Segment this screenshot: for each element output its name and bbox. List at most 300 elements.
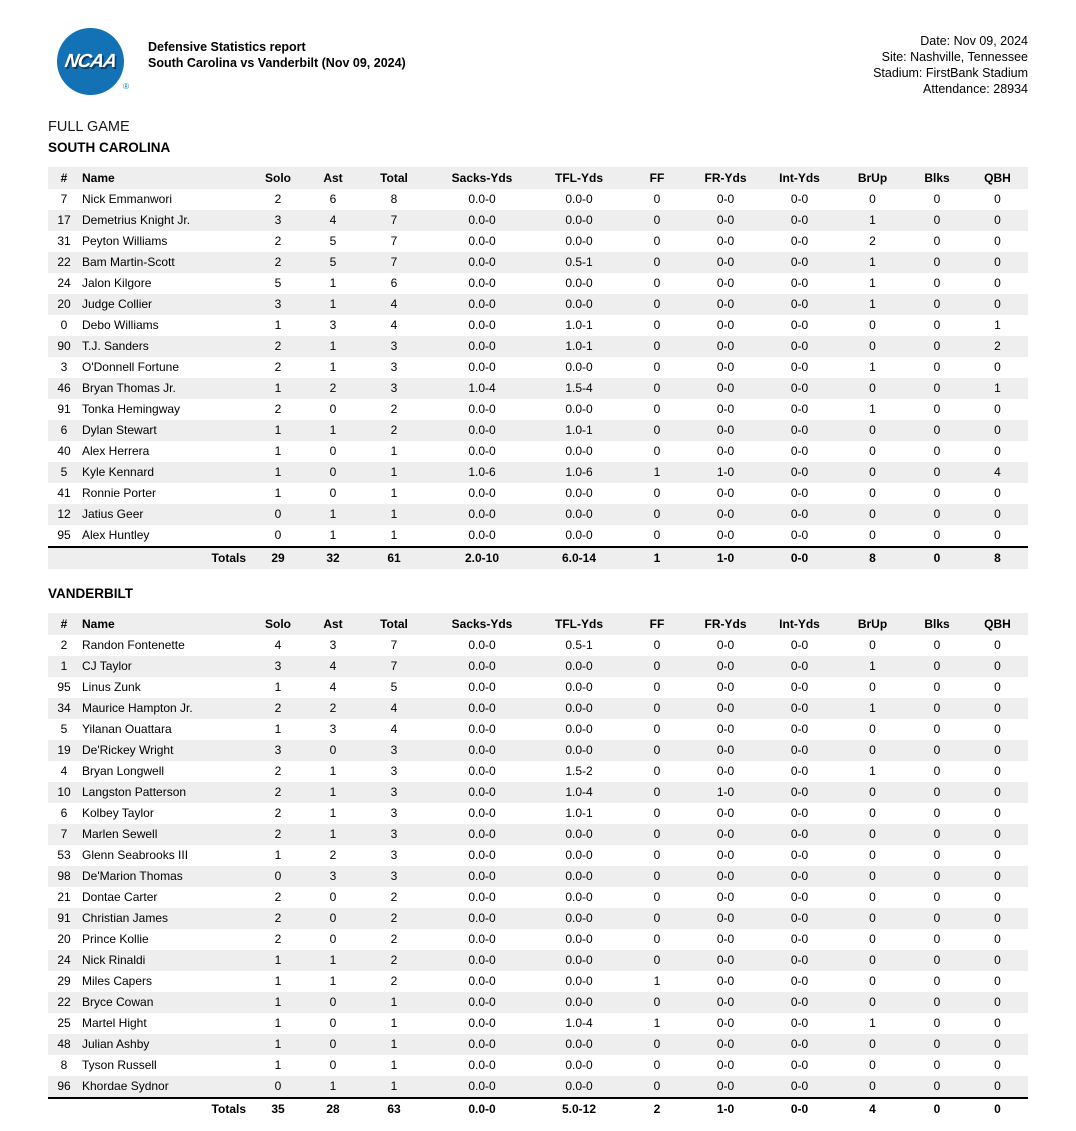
- stat-cell: 0.0-0: [565, 192, 593, 206]
- stat-cell: 0-0: [761, 1076, 838, 1098]
- player-number-cell: 7: [60, 192, 68, 206]
- stat-cell: 0.0-0: [430, 294, 534, 315]
- stat-cell: 0: [907, 1076, 967, 1098]
- player-number-cell: 17: [48, 210, 80, 231]
- player-number-cell: 95: [57, 680, 71, 694]
- stat-cell: 0-0: [761, 1034, 838, 1055]
- total-stat-cell: 32: [308, 547, 358, 569]
- total-stat-cell: 29: [248, 547, 308, 569]
- stat-cell: 0-0: [790, 276, 809, 290]
- stat-cell: 0: [624, 294, 690, 315]
- total-stat-cell: 0.0-0: [430, 1098, 534, 1120]
- stat-cell: 2: [390, 932, 398, 946]
- stat-cell: 1: [329, 276, 337, 290]
- column-header-qbh: QBH: [967, 613, 1028, 635]
- stat-cell: 0: [624, 1034, 690, 1055]
- player-number-cell: 1: [48, 656, 80, 677]
- stat-cell: 0.0-0: [430, 252, 534, 273]
- stat-cell: 0.0-0: [565, 890, 593, 904]
- stat-cell: 0: [329, 486, 337, 500]
- stat-cell: 0-0: [716, 486, 735, 500]
- total-stat-cell: 1: [624, 547, 690, 569]
- stat-cell: 0: [933, 444, 941, 458]
- stat-cell: 1: [838, 294, 907, 315]
- stat-cell: 0: [838, 740, 907, 761]
- player-number-cell: 5: [48, 462, 80, 483]
- stat-cell: 0: [967, 866, 1028, 887]
- stat-cell: 0.0-0: [430, 950, 534, 971]
- total-stat-cell: 6.0-14: [534, 547, 624, 569]
- meta-site: Site: Nashville, Tennessee: [881, 50, 1028, 64]
- stat-cell: 1.0-1: [565, 806, 593, 820]
- player-row: [48, 971, 1028, 992]
- stat-cell: 2: [248, 336, 308, 357]
- stat-cell: 0.0-0: [534, 824, 624, 845]
- column-header-brup: BrUp: [838, 613, 907, 635]
- stat-cell: 3: [358, 866, 430, 887]
- player-number-cell: 90: [48, 336, 80, 357]
- player-number-cell: 8: [60, 1058, 68, 1072]
- stat-cell: 1.0-1: [534, 420, 624, 441]
- player-number-cell: 48: [48, 1034, 80, 1055]
- stat-cell: 0: [624, 504, 690, 525]
- stat-cell: 0-0: [690, 252, 761, 273]
- player-name-cell: Yilanan Ouattara: [82, 722, 172, 736]
- stat-cell: 1: [248, 420, 308, 441]
- stat-cell: 5: [329, 234, 337, 248]
- player-number-cell: 96: [48, 1076, 80, 1098]
- stat-cell: 0.0-0: [468, 932, 496, 946]
- stat-cell: 0: [869, 1058, 876, 1072]
- stat-cell: 0.0-0: [534, 1076, 624, 1098]
- stat-cell: 0: [994, 638, 1001, 652]
- stat-cell: 1.5-2: [565, 764, 593, 778]
- stat-cell: 0.0-0: [565, 848, 593, 862]
- stat-cell: 0: [933, 890, 941, 904]
- stat-cell: 0-0: [690, 908, 761, 929]
- stat-cell: 2: [308, 378, 358, 399]
- column-header-ff: FF: [624, 167, 690, 189]
- player-name-cell: Ronnie Porter: [82, 486, 157, 500]
- stat-cell: 5: [274, 276, 282, 290]
- stat-cell: 0.0-0: [468, 680, 496, 694]
- player-name-cell: De'Marion Thomas: [80, 866, 248, 887]
- stat-cell: 0: [933, 974, 941, 988]
- stat-cell: 0-0: [716, 890, 735, 904]
- stat-cell: 0.0-0: [430, 824, 534, 845]
- column-header-total: Total: [358, 167, 430, 189]
- stat-cell: 1: [274, 444, 282, 458]
- player-number-cell: 91: [48, 908, 80, 929]
- stat-cell: 0-0: [790, 806, 809, 820]
- stat-cell: 0: [653, 528, 661, 542]
- player-name-cell: Jalon Kilgore: [82, 276, 152, 290]
- section-title: FULL GAME: [48, 119, 130, 135]
- stat-cell: 0: [967, 698, 1028, 719]
- stat-cell: 0: [653, 890, 661, 904]
- stat-cell: 0: [967, 782, 1028, 803]
- player-row: [48, 887, 1028, 908]
- stat-cell: 0: [838, 378, 907, 399]
- stat-cell: 1: [967, 378, 1028, 399]
- player-row: [48, 866, 1028, 887]
- stat-cell: 0: [624, 782, 690, 803]
- stat-cell: 0-0: [716, 360, 735, 374]
- stat-cell: 0.0-0: [534, 950, 624, 971]
- stat-cell: 0: [653, 192, 661, 206]
- stat-cell: 0: [994, 848, 1001, 862]
- stat-cell: 0.0-0: [468, 974, 496, 988]
- stat-cell: 0: [838, 420, 907, 441]
- stat-cell: 0-0: [690, 1034, 761, 1055]
- stat-cell: 0: [248, 866, 308, 887]
- table-header-row: [48, 613, 1028, 635]
- column-header-int-yds: Int-Yds: [761, 167, 838, 189]
- player-row: [48, 1013, 1028, 1034]
- stat-cell: 3: [358, 824, 430, 845]
- stat-cell: 0: [624, 698, 690, 719]
- total-stat-cell: 0: [907, 1098, 967, 1120]
- stat-cell: 0.0-0: [534, 210, 624, 231]
- stat-cell: 1.0-6: [534, 462, 624, 483]
- player-name-cell: Linus Zunk: [82, 680, 141, 694]
- stat-cell: 0: [329, 932, 337, 946]
- stat-cell: 3: [358, 782, 430, 803]
- column-header-total: Total: [358, 613, 430, 635]
- stat-cell: 0-0: [790, 192, 809, 206]
- totals-row: [48, 1098, 1028, 1120]
- stat-cell: 0-0: [716, 806, 735, 820]
- player-row: [48, 315, 1028, 336]
- player-name-cell: Judge Collier: [80, 294, 248, 315]
- stat-cell: 0: [838, 824, 907, 845]
- player-row: [48, 677, 1028, 698]
- stat-cell: 1: [274, 1016, 282, 1030]
- stat-cell: 0: [653, 848, 661, 862]
- stat-cell: 0: [838, 782, 907, 803]
- column-header-ff: FF: [624, 613, 690, 635]
- stat-cell: 1: [358, 504, 430, 525]
- player-name-cell: Christian James: [80, 908, 248, 929]
- stat-cell: 0: [933, 528, 941, 542]
- stat-cell: 3: [390, 764, 398, 778]
- stat-cell: 6: [390, 276, 398, 290]
- player-name-cell: Langston Patterson: [80, 782, 248, 803]
- player-number-cell: 21: [57, 890, 71, 904]
- stat-cell: 1: [994, 318, 1001, 332]
- player-number-cell: 31: [57, 234, 71, 248]
- stat-cell: 0: [653, 234, 661, 248]
- stat-cell: 0: [624, 866, 690, 887]
- stat-cell: 0-0: [790, 680, 809, 694]
- stat-cell: 1: [274, 680, 282, 694]
- player-row: [48, 525, 1028, 547]
- player-number-cell: 0: [60, 318, 68, 332]
- stat-cell: 1: [308, 782, 358, 803]
- stat-cell: 3: [248, 656, 308, 677]
- player-name-cell: Julian Ashby: [80, 1034, 248, 1055]
- stat-cell: 0: [308, 462, 358, 483]
- stat-cell: 2: [274, 806, 282, 820]
- stat-cell: 0.0-0: [534, 504, 624, 525]
- player-name-cell: T.J. Sanders: [80, 336, 248, 357]
- stat-cell: 2: [329, 848, 337, 862]
- report-title: Defensive Statistics report: [148, 40, 306, 54]
- stat-cell: 0: [994, 234, 1001, 248]
- player-number-cell: 98: [48, 866, 80, 887]
- report-header: [48, 28, 1028, 97]
- stat-cell: 0: [967, 504, 1028, 525]
- stat-cell: 0.0-0: [468, 638, 496, 652]
- stat-cell: 0: [869, 722, 876, 736]
- stat-cell: 0: [933, 318, 941, 332]
- stat-cell: 0: [838, 1076, 907, 1098]
- stat-cell: 0: [994, 806, 1001, 820]
- stat-cell: 0-0: [690, 866, 761, 887]
- column-header-tfl-yds: TFL-Yds: [534, 167, 624, 189]
- player-name-cell: Alex Herrera: [82, 444, 150, 458]
- stat-cell: 1: [358, 1034, 430, 1055]
- stat-cell: 0.0-0: [468, 192, 496, 206]
- stat-cell: 0.0-0: [565, 974, 593, 988]
- player-row: [48, 992, 1028, 1013]
- stat-cell: 0: [653, 680, 661, 694]
- title-block: [148, 39, 406, 71]
- stat-cell: 0-0: [790, 1058, 809, 1072]
- total-stat-cell: 28: [308, 1098, 358, 1120]
- stat-cell: 0-0: [790, 486, 809, 500]
- stat-cell: 0.0-0: [430, 210, 534, 231]
- stat-cell: 0: [967, 1034, 1028, 1055]
- player-row: [48, 656, 1028, 677]
- stat-cell: 0: [933, 848, 941, 862]
- stat-cell: 0-0: [790, 360, 809, 374]
- stat-cell: 0: [907, 210, 967, 231]
- stat-cell: 3: [248, 294, 308, 315]
- stat-cell: 3: [358, 336, 430, 357]
- stat-cell: 0: [624, 950, 690, 971]
- total-stat-cell: 8: [838, 547, 907, 569]
- stat-cell: 0.5-1: [534, 252, 624, 273]
- stat-cell: 0: [308, 1034, 358, 1055]
- stat-cell: 0-0: [761, 378, 838, 399]
- stat-cell: 1: [274, 848, 282, 862]
- stat-cell: 1: [624, 462, 690, 483]
- column-header-ast: Ast: [308, 613, 358, 635]
- stat-cell: 0-0: [761, 336, 838, 357]
- stat-cell: 7: [358, 210, 430, 231]
- stat-cell: 1: [838, 210, 907, 231]
- total-stat-cell: 4: [838, 1098, 907, 1120]
- stat-cell: 1: [308, 420, 358, 441]
- stat-cell: 1-0: [690, 782, 761, 803]
- stat-cell: 0: [907, 866, 967, 887]
- stat-cell: 0: [967, 252, 1028, 273]
- stat-cell: 0: [994, 680, 1001, 694]
- player-row: [48, 483, 1028, 504]
- stat-cell: 1: [248, 462, 308, 483]
- stat-cell: 2: [274, 764, 282, 778]
- stat-cell: 0.0-0: [430, 698, 534, 719]
- stat-cell: 0.0-0: [468, 402, 496, 416]
- column-header-num: #: [48, 613, 80, 635]
- stat-cell: 0-0: [790, 848, 809, 862]
- stat-cell: 0: [994, 974, 1001, 988]
- column-header-sacks-yds: Sacks-Yds: [430, 613, 534, 635]
- stat-cell: 0: [869, 974, 876, 988]
- total-stat-cell: 35: [248, 1098, 308, 1120]
- stat-cell: 0: [967, 656, 1028, 677]
- stat-cell: 1.0-4: [565, 1016, 593, 1030]
- stat-cell: 0-0: [790, 234, 809, 248]
- stat-cell: 0.0-0: [430, 420, 534, 441]
- stat-cell: 0: [994, 932, 1001, 946]
- column-header-solo: Solo: [248, 167, 308, 189]
- stat-cell: 0.0-0: [430, 1034, 534, 1055]
- total-stat-cell: 2.0-10: [430, 547, 534, 569]
- stat-cell: 0.0-0: [534, 294, 624, 315]
- stat-cell: 0-0: [761, 782, 838, 803]
- stat-cell: 1: [308, 1076, 358, 1098]
- stat-cell: 0: [907, 824, 967, 845]
- total-stat-cell: 63: [358, 1098, 430, 1120]
- player-name-cell: Tyson Russell: [82, 1058, 157, 1072]
- stat-cell: 3: [248, 210, 308, 231]
- stat-cell: 0.0-0: [534, 1034, 624, 1055]
- stat-cell: 0-0: [690, 210, 761, 231]
- stat-cell: 0: [933, 764, 941, 778]
- player-row: [48, 378, 1028, 399]
- column-header-int-yds: Int-Yds: [761, 613, 838, 635]
- player-row: [48, 908, 1028, 929]
- stat-cell: 2: [248, 908, 308, 929]
- totals-row: [48, 547, 1028, 569]
- stat-cell: 0: [907, 504, 967, 525]
- stat-cell: 7: [358, 656, 430, 677]
- stat-cell: 0.5-1: [565, 638, 593, 652]
- stat-cell: 1: [390, 444, 398, 458]
- stat-cell: 1: [248, 1034, 308, 1055]
- stat-cell: 0-0: [690, 950, 761, 971]
- stat-cell: 0: [838, 504, 907, 525]
- player-row: [48, 719, 1028, 740]
- defensive-stats-table: [48, 613, 1028, 1120]
- stat-cell: 3: [308, 866, 358, 887]
- player-number-cell: 2: [60, 638, 68, 652]
- player-number-cell: 25: [57, 1016, 71, 1030]
- stat-cell: 0: [907, 656, 967, 677]
- stat-cell: 0-0: [716, 848, 735, 862]
- stat-cell: 0: [907, 420, 967, 441]
- player-row: [48, 462, 1028, 483]
- stat-cell: 2: [248, 824, 308, 845]
- player-number-cell: 20: [57, 932, 71, 946]
- stat-cell: 0: [624, 1076, 690, 1098]
- player-name-cell: Tonka Hemingway: [82, 402, 181, 416]
- stat-cell: 0-0: [790, 402, 809, 416]
- column-header-blks: Blks: [907, 613, 967, 635]
- player-row: [48, 950, 1028, 971]
- stat-cell: 0: [624, 378, 690, 399]
- player-name-cell: Alex Huntley: [82, 528, 150, 542]
- team-section-south-carolina: [48, 140, 1028, 569]
- stat-cell: 0.0-0: [565, 680, 593, 694]
- stat-cell: 0-0: [790, 638, 809, 652]
- total-stat-cell: 5.0-12: [534, 1098, 624, 1120]
- stat-cell: 0: [933, 276, 941, 290]
- stat-cell: 0: [653, 444, 661, 458]
- stat-cell: 0: [994, 890, 1001, 904]
- player-name-cell: Prince Kollie: [82, 932, 149, 946]
- player-number-cell: 24: [57, 276, 71, 290]
- stat-cell: 0: [933, 932, 941, 946]
- player-name-cell: Khordae Sydnor: [80, 1076, 248, 1098]
- column-header-solo: Solo: [248, 613, 308, 635]
- stat-cell: 1.0-1: [534, 336, 624, 357]
- player-name-cell: Bryan Thomas Jr.: [80, 378, 248, 399]
- player-row: [48, 357, 1028, 378]
- player-row: [48, 698, 1028, 719]
- stat-cell: 0: [329, 444, 337, 458]
- stat-cell: 0: [967, 740, 1028, 761]
- stat-cell: 0.0-0: [430, 866, 534, 887]
- stat-cell: 0.0-0: [468, 234, 496, 248]
- stat-cell: 0-0: [790, 974, 809, 988]
- stat-cell: 1: [274, 318, 282, 332]
- stat-cell: 0-0: [761, 908, 838, 929]
- stat-cell: 0: [933, 1058, 941, 1072]
- stat-cell: 1: [248, 950, 308, 971]
- stat-cell: 0-0: [716, 680, 735, 694]
- stat-cell: 0-0: [690, 656, 761, 677]
- column-header-sacks-yds: Sacks-Yds: [430, 167, 534, 189]
- stat-cell: 1: [329, 528, 337, 542]
- stat-cell: 0: [869, 192, 876, 206]
- stat-cell: 0: [624, 908, 690, 929]
- stat-cell: 0: [653, 486, 661, 500]
- player-name-cell: Nick Rinaldi: [80, 950, 248, 971]
- column-header-name: Name: [80, 167, 248, 189]
- game-meta: [873, 33, 1028, 97]
- stat-cell: 0.0-0: [468, 764, 496, 778]
- stat-cell: 0-0: [690, 336, 761, 357]
- stat-cell: 6: [329, 192, 337, 206]
- stat-cell: 0.0-0: [468, 1016, 496, 1030]
- stat-cell: 0: [907, 336, 967, 357]
- stat-cell: 0: [869, 932, 876, 946]
- stat-cell: 0-0: [716, 444, 735, 458]
- stat-cell: 0.0-0: [565, 722, 593, 736]
- stat-cell: 1: [274, 486, 282, 500]
- stat-cell: 0-0: [716, 764, 735, 778]
- stat-cell: 4: [308, 210, 358, 231]
- stat-cell: 0-0: [790, 444, 809, 458]
- stat-cell: 0: [869, 486, 876, 500]
- stat-cell: 2: [274, 402, 282, 416]
- column-header-tfl-yds: TFL-Yds: [534, 613, 624, 635]
- stat-cell: 0: [933, 638, 941, 652]
- player-name-cell: Bam Martin-Scott: [80, 252, 248, 273]
- stat-cell: 1: [308, 504, 358, 525]
- registered-mark: ®: [123, 82, 129, 91]
- player-number-cell: 6: [60, 806, 68, 820]
- stat-cell: 1: [358, 1076, 430, 1098]
- player-name-cell: Jatius Geer: [80, 504, 248, 525]
- stat-cell: 0-0: [790, 764, 809, 778]
- stat-cell: 0.0-0: [534, 992, 624, 1013]
- player-number-cell: 46: [48, 378, 80, 399]
- player-number-cell: 5: [60, 722, 68, 736]
